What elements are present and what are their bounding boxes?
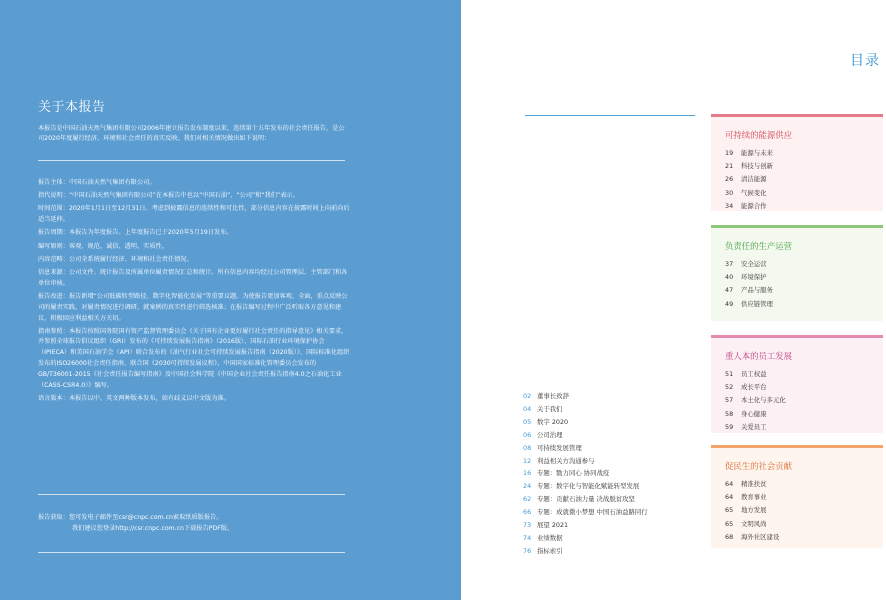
- section-title[interactable]: 负责任的生产运营: [725, 241, 792, 251]
- info-item-time-range: 时间范围：2020年1月1日至12月31日。考虑到披露信息的连续性和可比性，部分信息内容在披露时间上向前向后适当延伸。: [38, 205, 350, 224]
- about-report-intro: 本报告是中国石油天然气集团有限公司2006年建立报告发布制度以来，连续第十五年发布的社会责任报告，是公司2020年度履行经济、环境和社会责任的真实反映。我们对相关情况做出如下说明：: [38, 125, 345, 142]
- toc-entry[interactable]: 65 地方发展: [725, 506, 767, 515]
- divider-bottom-1: [38, 494, 345, 495]
- info-item-reference: 指代说明：“中国石油天然气集团有限公司”在本报告中也以“中国石油”、“公司”和“我们”表示。: [38, 192, 299, 200]
- toc-entry[interactable]: 51 员工权益: [725, 370, 767, 378]
- toc-entry[interactable]: 26 清洁能源: [725, 175, 767, 184]
- toc-entry[interactable]: 21 科技与创新: [725, 162, 773, 171]
- toc-main-entry[interactable]: 04 关于我们: [523, 404, 563, 413]
- toc-entry[interactable]: 58 身心健康: [725, 409, 767, 418]
- toc-main-entry[interactable]: 74 业绩数据: [523, 533, 563, 542]
- divider-bottom-2: [38, 552, 345, 553]
- toc-main-list: [523, 390, 648, 558]
- report-access-info: [38, 513, 348, 534]
- info-item-improvement: 报告改进：报告新增“公司低碳转型路径、数字化智能化发展”等重要议题。为使报告更加客观、全面，重点反映公司的履责实践，对履责情况进行调研，就案例的真实性进行筛选核准；在报告编写过程中广泛听取各方意见和建议，积极回应利益相关方关切。: [38, 292, 348, 322]
- contact-website-text: 我们建议您登录http://csr.cnpc.com.cn下载报告PDF版。: [72, 524, 234, 532]
- toc-main-entry[interactable]: 16 专题：勠力同心 协同战疫: [523, 469, 610, 478]
- info-item-guidelines: 指南参照：本报告按照国务院国有资产监督管理委员会《关于国有企业更好履行社会责任的指导意见》相关要求，并参照全球报告倡议组织（GRI）发布的《可持续发展报告指南》（2016版）、国际石油行业环境保护协会（IPIECA）和美国石油学会（API）联合发布的《油气行业社会可持续发展报告指南（2020版）》、国际标准化组织发布的ISO26000社会责任指南、联合国《2030可持续发展议程》、中国国家标准化管理委员会发布的GB/T36001-2015《社会责任报告编写指南》及中国社会科学院《中国企业社会责任报告指南4.0之石油化工业（CASS-CSR4.0）》编写。: [38, 327, 350, 389]
- toc-main-entry[interactable]: 06 公司治理: [523, 430, 563, 439]
- contents-title: 目录: [850, 53, 880, 69]
- toc-main-entry[interactable]: 76 指标索引: [523, 546, 563, 555]
- toc-entry[interactable]: 68 海外社区建设: [725, 532, 780, 541]
- info-item-subject: 报告主体：中国石油天然气集团有限公司。: [38, 179, 156, 186]
- toc-main-entry[interactable]: 24 专题：数字化与智能化赋能转型发展: [523, 482, 640, 491]
- divider-top: [38, 160, 345, 161]
- toc-main-entry[interactable]: 62 专题：贡献石油力量 决战脱贫攻坚: [523, 495, 635, 504]
- toc-entry[interactable]: 49 供应链管理: [725, 299, 773, 308]
- toc-entry[interactable]: 19 能源与未来: [725, 149, 773, 157]
- report-info-list: [38, 178, 350, 407]
- toc-entry[interactable]: 59 关爱员工: [725, 422, 767, 431]
- section-title[interactable]: 重人本的员工发展: [725, 351, 792, 361]
- toc-entry[interactable]: 64 精准扶贫: [725, 480, 767, 488]
- toc-entry[interactable]: 52 成长平台: [725, 383, 767, 392]
- section-title[interactable]: 可持续的能源供应: [725, 130, 792, 140]
- toc-main-entry[interactable]: 73 展望 2021: [523, 521, 569, 530]
- toc-main-entry[interactable]: 12 利益相关方沟通参与: [523, 456, 595, 465]
- toc-entry[interactable]: 40 环境保护: [725, 273, 767, 282]
- toc-main-entry[interactable]: 05 数字 2020: [523, 417, 569, 426]
- info-item-language: 语言版本：本报告以中、英文两种版本发布，如有歧义以中文版为准。: [38, 394, 230, 402]
- toc-entry[interactable]: 47 产品与服务: [725, 286, 773, 295]
- info-item-sources: 信息来源：公司文件、统计报告及所属单位履责情况汇总和统计。所有信息内容均经过公司管理层、主管部门和各单位审核。: [38, 268, 348, 287]
- toc-entry[interactable]: 64 教育事业: [725, 493, 767, 502]
- toc-main-entry[interactable]: 66 专题：成就微小梦想 中国石油益路同行: [523, 508, 648, 517]
- toc-section-employee-development: [711, 335, 883, 433]
- contact-email-text: 您可发电子邮件至csr@cnpc.com.cn索取纸质版报告。: [68, 514, 223, 521]
- contents-rule: [525, 115, 695, 116]
- info-item-period: 报告周期：本报告为年度报告。上年度报告已于2020年5月19日发布。: [38, 229, 233, 237]
- toc-entry[interactable]: 65 文明风尚: [725, 519, 767, 528]
- toc-main-entry[interactable]: 02 董事长致辞: [523, 392, 569, 400]
- toc-entry[interactable]: 34 能源合作: [725, 201, 767, 210]
- toc-entry[interactable]: 30 气候变化: [725, 188, 767, 197]
- toc-entry[interactable]: 37 安全运营: [725, 260, 767, 268]
- info-item-scope: 内容范畴：公司全系统履行经济、环境和社会责任情况。: [38, 255, 193, 263]
- toc-section-energy-supply: [711, 114, 883, 211]
- toc-main-entry[interactable]: 08 可持续发展管理: [523, 443, 582, 452]
- contents-page: [461, 0, 886, 600]
- contact-label: 报告获取：: [38, 514, 69, 521]
- about-report-title: 关于本报告: [38, 100, 106, 115]
- info-item-principles: 编写原则：客观、规范、诚信、透明、实质性。: [38, 242, 168, 250]
- toc-section-production-operations: [711, 225, 883, 321]
- toc-entry[interactable]: 57 本土化与多元化: [725, 396, 786, 405]
- toc-section-social-contribution: [711, 445, 883, 548]
- section-title[interactable]: 促民生的社会贡献: [725, 461, 792, 471]
